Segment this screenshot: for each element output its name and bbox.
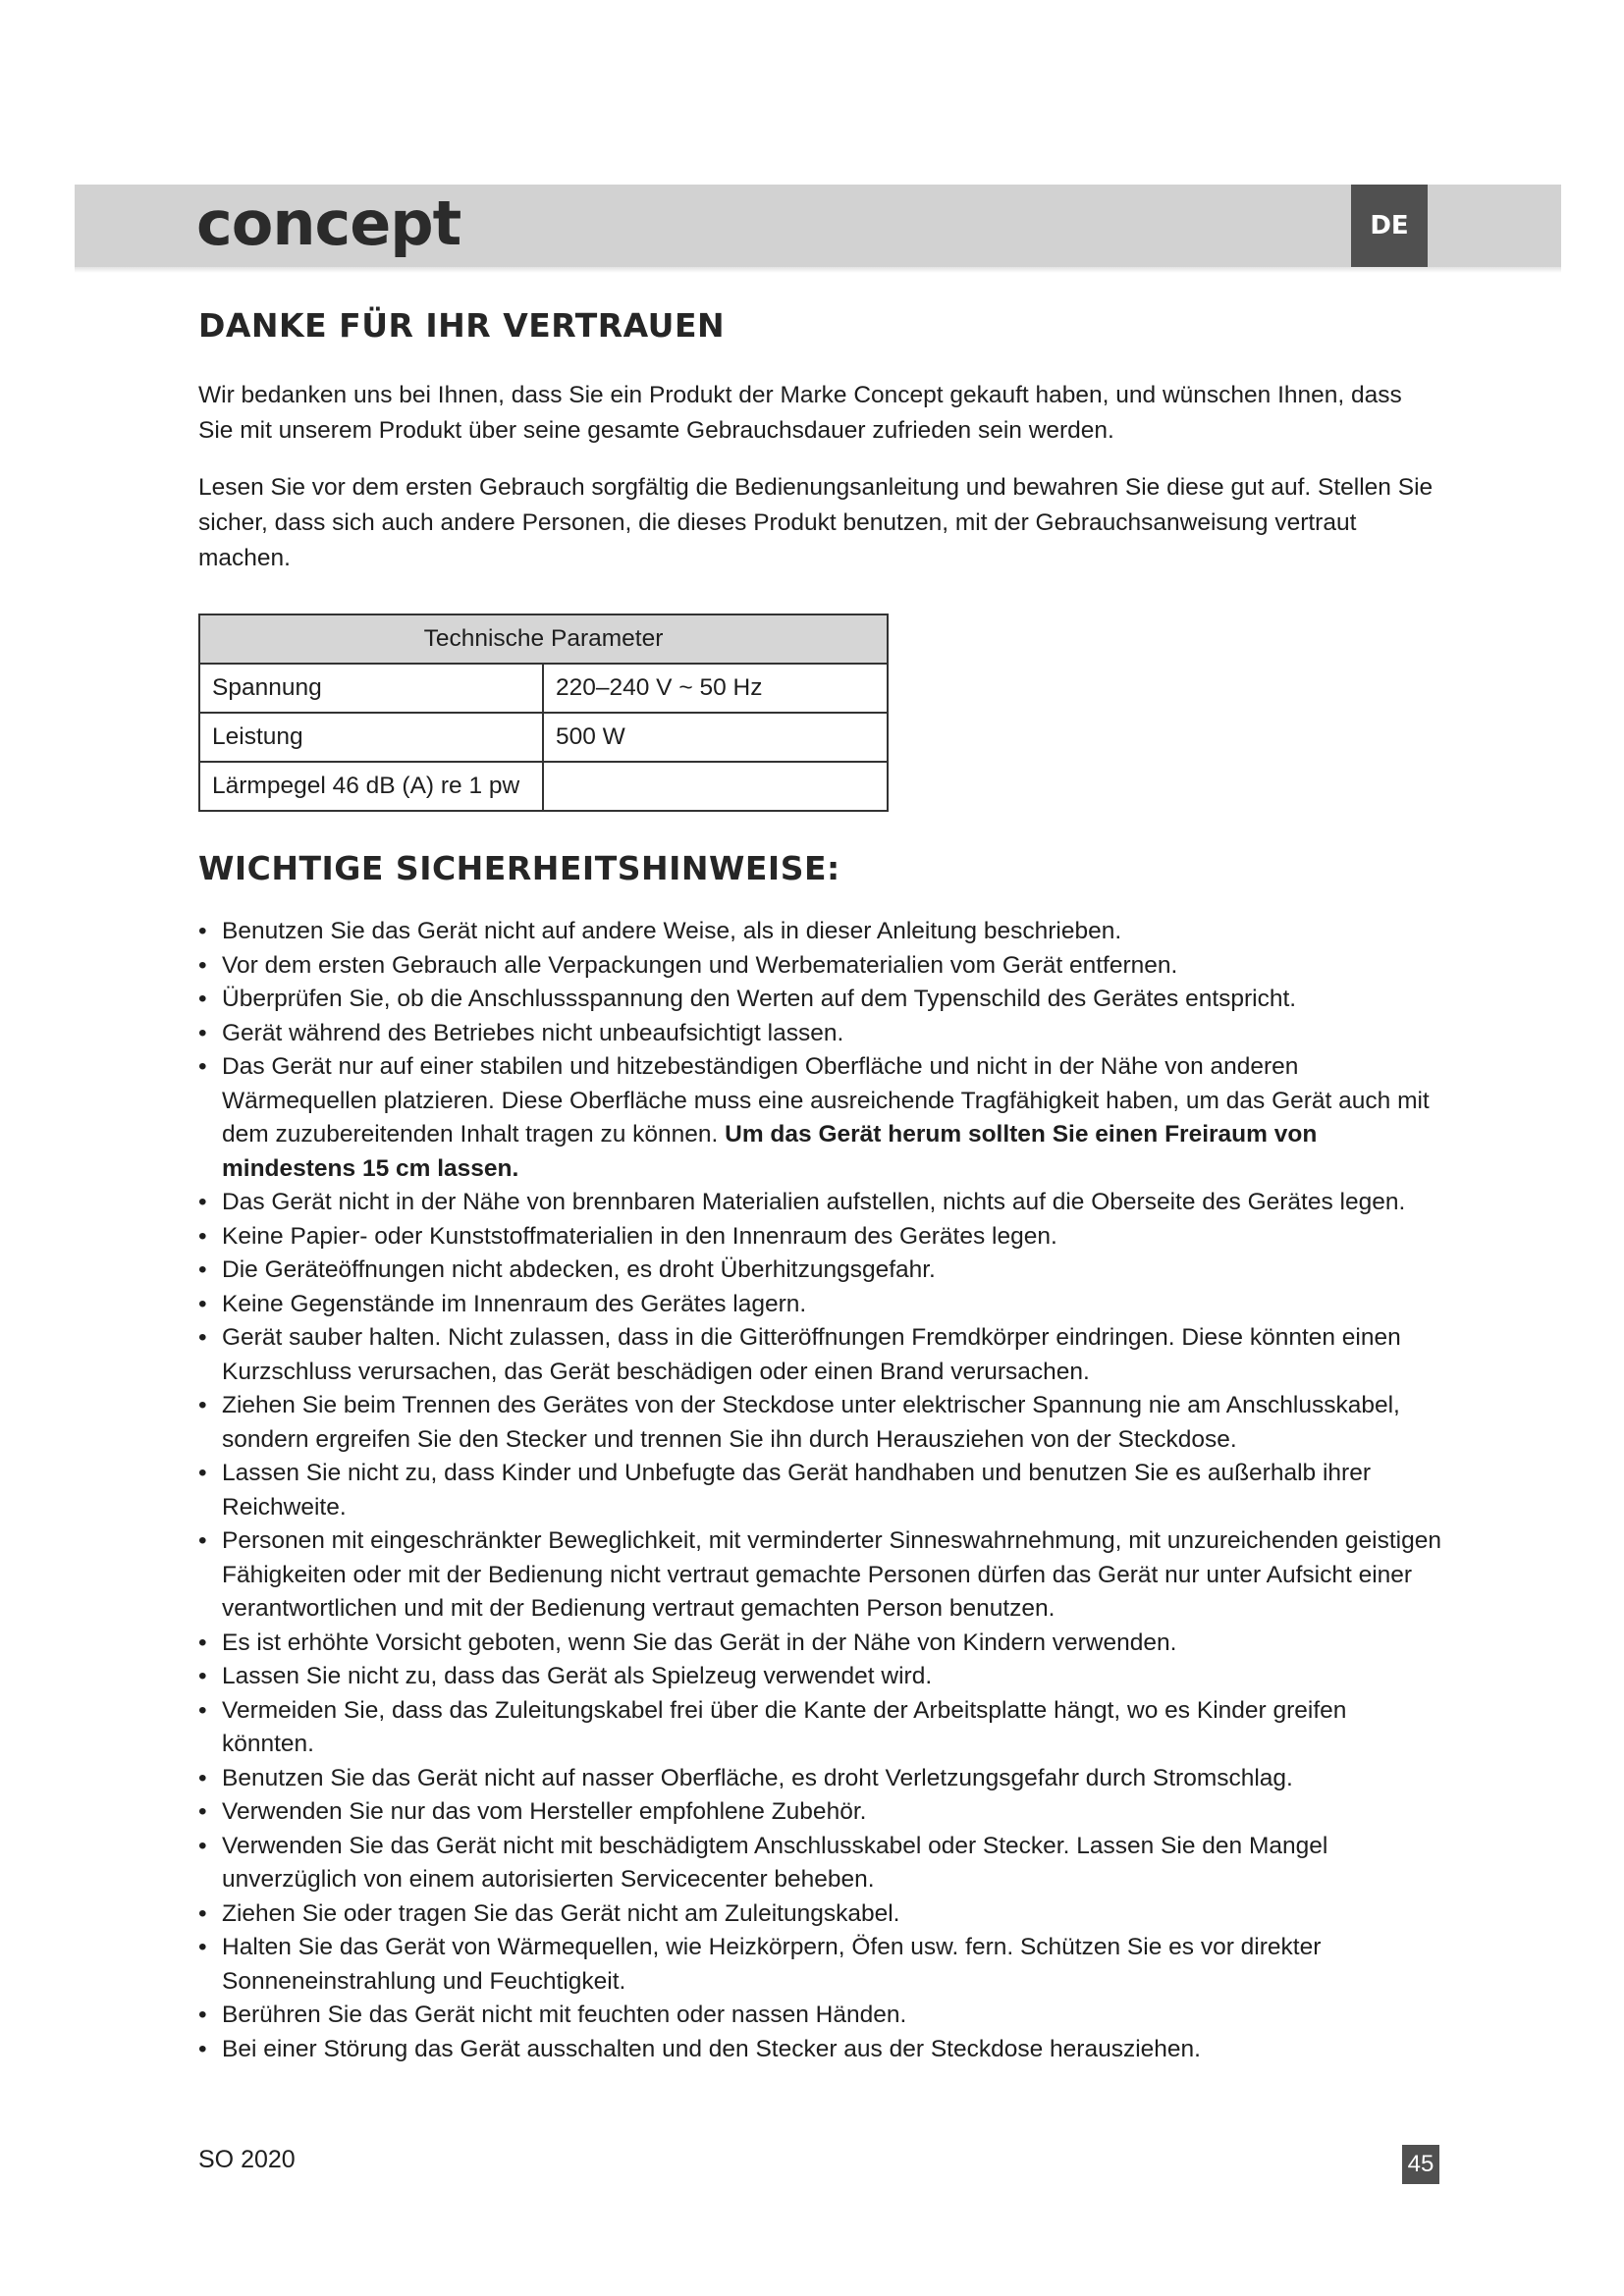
bullet-icon: •	[198, 1324, 207, 1351]
list-item-text: Vor dem ersten Gebrauch alle Verpackungen und Werbematerialien vom Gerät entfernen.	[222, 951, 1178, 979]
brand-logo: concept	[196, 187, 461, 259]
list-item	[198, 1050, 1445, 1186]
safety-list	[198, 915, 1445, 2066]
list-item-text: Benutzen Sie das Gerät nicht auf andere Weise, als in dieser Anleitung beschrieben.	[222, 918, 1122, 944]
bullet-icon: •	[198, 1798, 207, 1825]
list-item-text: Ziehen Sie beim Trennen des Gerätes von der Steckdose unter elektrischer Spannung nie am Anschlusskabel, sondern ergreifen Sie den Stecker und trennen Sie ihn durch Herausziehen von der Steckdose.	[222, 1392, 1400, 1453]
list-item-text: Keine Gegenstände im Innenraum des Gerätes lagern.	[222, 1290, 807, 1317]
list-item	[198, 983, 1445, 1017]
param-value: 220–240 V ~ 50 Hz	[543, 664, 888, 713]
table-header: Technische Parameter	[199, 614, 888, 664]
list-item	[198, 1457, 1445, 1524]
param-value	[543, 762, 888, 811]
bullet-icon: •	[198, 1256, 207, 1283]
bullet-icon: •	[198, 1663, 207, 1689]
table-header-row	[199, 614, 888, 664]
list-item	[198, 1254, 1445, 1288]
list-item	[198, 1830, 1445, 1897]
list-item	[198, 1186, 1445, 1220]
list-item	[198, 1017, 1445, 1051]
list-item	[198, 1321, 1445, 1389]
safety-title: WICHTIGE SICHERHEITSHINWEISE:	[198, 849, 840, 887]
bullet-icon: •	[198, 918, 207, 944]
bullet-icon: •	[198, 1189, 207, 1215]
list-item	[198, 1795, 1445, 1830]
bullet-icon: •	[198, 1832, 207, 1859]
intro-paragraph-1: Wir bedanken uns bei Ihnen, dass Sie ein Produkt der Marke Concept gekauft haben, und wünschen Ihnen, dass Sie mit unserem Produkt über seine gesamte Gebrauchsdauer zufrieden sein werden.	[198, 382, 1402, 444]
footer-model: SO 2020	[198, 2146, 296, 2173]
list-item	[198, 1999, 1445, 2033]
list-item-text: Keine Papier- oder Kunststoffmaterialien in den Innenraum des Gerätes legen.	[222, 1222, 1057, 1250]
page-content	[198, 306, 1445, 2066]
list-item-text: Personen mit eingeschränkter Beweglichkeit, mit verminderter Sinneswahrnehmung, mit unzureichenden geistigen Fähigkeiten oder mit der Bedienung nicht vertraut gemachte Personen dürfen das Gerät nur unter Aufsicht einer verantwortlichen und mit der Bedienung vertraut gemachten Person benutzen.	[222, 1527, 1441, 1622]
bullet-icon: •	[198, 1527, 207, 1554]
bullet-icon: •	[198, 1053, 207, 1080]
bullet-icon: •	[198, 1764, 207, 1791]
bullet-icon: •	[198, 1696, 207, 1724]
bullet-icon: •	[198, 1019, 207, 1046]
bullet-icon: •	[198, 1460, 207, 1486]
bullet-icon: •	[198, 1392, 207, 1418]
list-item-text: Verwenden Sie nur das vom Hersteller empfohlene Zubehör.	[222, 1798, 867, 1825]
list-item-text: Überprüfen Sie, ob die Anschlussspannung den Werten auf dem Typenschild des Gerätes entspricht.	[222, 986, 1297, 1012]
page-number: 45	[1402, 2145, 1439, 2184]
param-label: Spannung	[199, 664, 543, 713]
param-value: 500 W	[543, 713, 888, 762]
list-item-text: Berühren Sie das Gerät nicht mit feuchten oder nassen Händen.	[222, 2002, 907, 2028]
list-item-text: Gerät während des Betriebes nicht unbeaufsichtigt lassen.	[222, 1019, 844, 1046]
list-item	[198, 1627, 1445, 1661]
list-item	[198, 915, 1445, 949]
bullet-icon: •	[198, 2002, 207, 2028]
list-item-text: Das Gerät nur auf einer stabilen und hitzebeständigen Oberfläche und nicht in der Nähe von anderen Wärmequellen platzieren. Diese Oberfläche muss eine ausreichende Tragfähigkeit haben, um das Gerät auch mit dem zuzubereitenden Inhalt tragen zu können.	[222, 1053, 1430, 1148]
list-item	[198, 1389, 1445, 1457]
intro-paragraph-2: Lesen Sie vor dem ersten Gebrauch sorgfältig die Bedienungsanleitung und bewahren Sie diese gut auf. Stellen Sie sicher, dass sich auch andere Personen, die dieses Produkt benutzen, mit der Gebrauchsanweisung vertraut machen.	[198, 474, 1434, 571]
bullet-icon: •	[198, 951, 207, 979]
list-item-text: Verwenden Sie das Gerät nicht mit beschädigtem Anschlusskabel oder Stecker. Lassen Sie den Mangel unverzüglich von einem autorisierten Servicecenter beheben.	[222, 1832, 1328, 1893]
bullet-icon: •	[198, 1290, 207, 1317]
intro-title: DANKE FÜR IHR VERTRAUEN	[198, 306, 726, 345]
table-row	[199, 713, 888, 762]
list-item	[198, 1762, 1445, 1796]
list-item	[198, 1660, 1445, 1694]
technical-parameters-table	[198, 614, 889, 812]
list-item	[198, 1694, 1445, 1762]
list-item-text: Gerät sauber halten. Nicht zulassen, dass in die Gitteröffnungen Fremdkörper eindringen. Diese könnten einen Kurzschluss verursachen, das Gerät beschädigen oder einen Brand verursachen.	[222, 1324, 1401, 1385]
list-item-text: Halten Sie das Gerät von Wärmequellen, wie Heizkörpern, Öfen usw. fern. Schützen Sie es vor direkter Sonneneinstrahlung und Feuchtigkeit.	[222, 1934, 1322, 1995]
bullet-icon: •	[198, 1629, 207, 1656]
language-badge: DE	[1351, 185, 1428, 267]
list-item-bold-text: Um das Gerät herum sollten Sie einen Freiraum von mindestens 15 cm lassen.	[222, 1121, 1318, 1182]
param-label: Leistung	[199, 713, 543, 762]
table-row	[199, 664, 888, 713]
bullet-icon: •	[198, 986, 207, 1012]
list-item-text: Lassen Sie nicht zu, dass Kinder und Unbefugte das Gerät handhaben und benutzen Sie es außerhalb ihrer Reichweite.	[222, 1460, 1371, 1521]
table-row	[199, 762, 888, 811]
list-item	[198, 1288, 1445, 1322]
list-item-text: Lassen Sie nicht zu, dass das Gerät als Spielzeug verwendet wird.	[222, 1663, 933, 1689]
list-item-text: Es ist erhöhte Vorsicht geboten, wenn Sie das Gerät in der Nähe von Kindern verwenden.	[222, 1629, 1177, 1656]
list-item-text: Die Geräteöffnungen nicht abdecken, es droht Überhitzungsgefahr.	[222, 1256, 936, 1283]
bullet-icon: •	[198, 1222, 207, 1250]
list-item	[198, 1897, 1445, 1932]
list-item	[198, 1524, 1445, 1627]
list-item-text: Ziehen Sie oder tragen Sie das Gerät nicht am Zuleitungskabel.	[222, 1899, 900, 1927]
list-item-text: Bei einer Störung das Gerät ausschalten und den Stecker aus der Steckdose herausziehen.	[222, 2035, 1201, 2062]
bullet-icon: •	[198, 1899, 207, 1927]
param-label: Lärmpegel 46 dB (A) re 1 pw	[199, 762, 543, 811]
list-item	[198, 949, 1445, 984]
list-item	[198, 2033, 1445, 2067]
list-item-text: Das Gerät nicht in der Nähe von brennbaren Materialien aufstellen, nichts auf die Oberseite des Gerätes legen.	[222, 1189, 1406, 1215]
list-item	[198, 1220, 1445, 1255]
list-item-text: Vermeiden Sie, dass das Zuleitungskabel frei über die Kante der Arbeitsplatte hängt, wo es Kinder greifen könnten.	[222, 1696, 1347, 1757]
bullet-icon: •	[198, 1934, 207, 1960]
bullet-icon: •	[198, 2035, 207, 2062]
list-item-text: Benutzen Sie das Gerät nicht auf nasser Oberfläche, es droht Verletzungsgefahr durch Stromschlag.	[222, 1764, 1293, 1791]
list-item	[198, 1931, 1445, 1999]
header-shadow	[75, 267, 1561, 273]
